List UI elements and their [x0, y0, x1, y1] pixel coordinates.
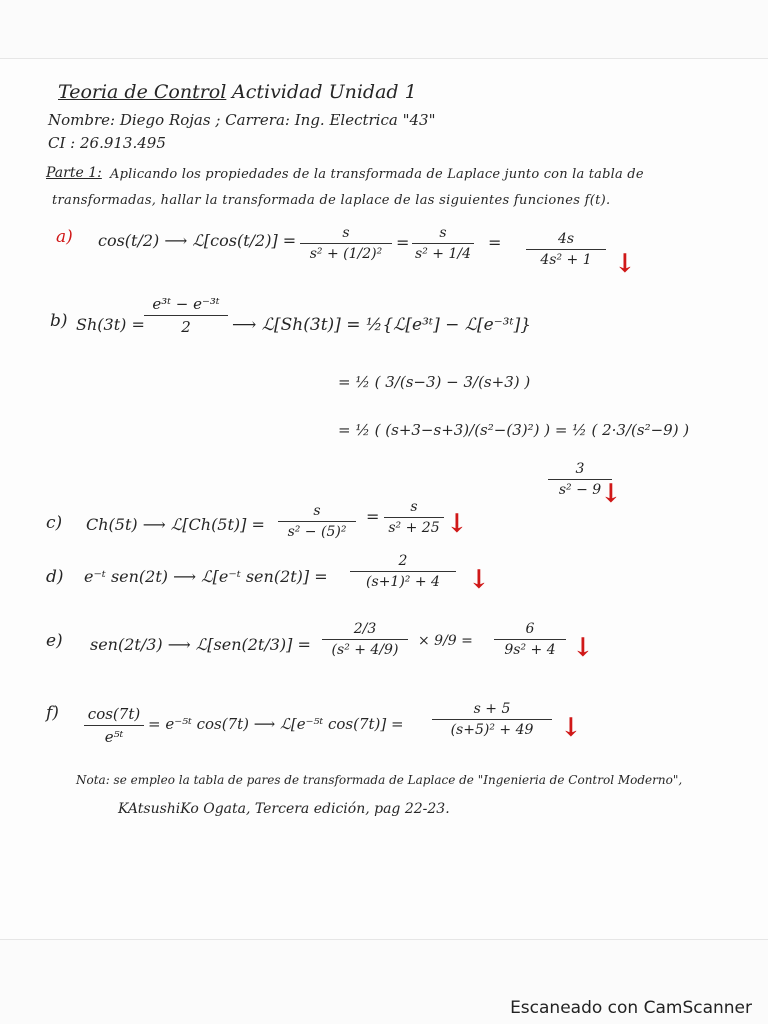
fraction-numerator: s — [342, 225, 350, 241]
fraction-numerator: 2 — [398, 553, 408, 569]
check-mark-icon: ↓ — [600, 479, 622, 509]
check-mark-icon: ↓ — [614, 249, 636, 279]
problem-f-label: f) — [46, 703, 59, 723]
problem-b-step-2: = ½ ( 3/(s−3) − 3/(s+3) ) — [338, 373, 531, 391]
fraction-denominator: 4s² + 1 — [540, 252, 592, 268]
intro-line-1: Aplicando los propiedades de la transformada de Laplace junto con la tabla de — [110, 167, 644, 182]
note-line-2: KAtsushiKo Ogata, Tercera edición, pag 22-23. — [118, 801, 450, 817]
problem-a-label: a) — [56, 227, 73, 247]
fraction-denominator: s² + 25 — [388, 520, 440, 536]
fraction-denominator: s² − (5)² — [287, 524, 347, 540]
fraction-numerator: s — [313, 503, 321, 519]
check-mark-icon: ↓ — [468, 565, 490, 595]
problem-e-label: e) — [46, 631, 63, 651]
problem-f-expr: = e⁻⁵ᵗ cos(7t) ⟶ ℒ[e⁻⁵ᵗ cos(7t)] = — [148, 715, 404, 733]
equals-sign: = — [396, 233, 410, 252]
problem-d-result — [350, 553, 456, 590]
equals-sign: = — [488, 233, 502, 252]
problem-a-result — [526, 231, 606, 268]
fraction-denominator: s² − 9 — [558, 482, 602, 498]
fraction-denominator: (s+5)² + 49 — [450, 722, 534, 738]
fraction-numerator: 3 — [575, 461, 585, 477]
document-subtitle: Actividad Unidad 1 — [232, 81, 417, 103]
problem-e-expr: sen(2t/3) ⟶ ℒ[sen(2t/3)] = — [90, 635, 311, 654]
problem-f-lhs-frac — [84, 705, 144, 746]
problem-e-result — [494, 621, 566, 658]
problem-b-step-3: = ½ ( (s+3−s+3)/(s²−(3)²) ) = ½ ( 2·3/(s²−9) ) — [338, 421, 690, 439]
check-mark-icon: ↓ — [560, 713, 582, 743]
fraction-denominator: s² + 1/4 — [415, 246, 471, 262]
problem-d-expr: e⁻ᵗ sen(2t) ⟶ ℒ[e⁻ᵗ sen(2t)] = — [84, 567, 328, 586]
intro-line-2: transformadas, hallar la transformada de laplace de las siguientes funciones f(t). — [52, 193, 611, 208]
camscanner-watermark: Escaneado con CamScanner — [510, 998, 752, 1018]
problem-e-frac-1 — [322, 621, 408, 658]
fraction-denominator: 9s² + 4 — [504, 642, 556, 658]
equals-sign: = — [366, 507, 380, 526]
problem-e-multiply: × 9/9 = — [418, 633, 473, 649]
fraction-denominator: s² + (1/2)² — [309, 246, 383, 262]
fraction-numerator: 4s — [557, 231, 575, 247]
part-label: Parte 1: — [46, 165, 102, 181]
problem-a-frac-1 — [300, 225, 392, 262]
problem-c-expr: Ch(5t) ⟶ ℒ[Ch(5t)] = — [86, 515, 265, 534]
problem-a-frac-2 — [412, 225, 474, 262]
fraction-denominator: 2 — [181, 318, 191, 336]
fraction-denominator: (s+1)² + 4 — [366, 574, 440, 590]
fraction-denominator: e⁵ᵗ — [104, 728, 124, 746]
name-line: Nombre: Diego Rojas ; Carrera: Ing. Electrica "43" — [48, 111, 436, 129]
fraction-numerator: 2/3 — [353, 621, 377, 637]
fraction-numerator: cos(7t) — [87, 705, 141, 723]
ci-line: CI : 26.913.495 — [48, 134, 166, 152]
problem-b-exp-frac — [144, 295, 228, 336]
fraction-numerator: s — [410, 499, 418, 515]
fraction-numerator: 6 — [525, 621, 535, 637]
problem-b-expr: Sh(3t) = — [76, 315, 145, 334]
problem-f-result — [432, 701, 552, 738]
fraction-numerator: s + 5 — [473, 701, 511, 717]
problem-c-result — [384, 499, 444, 536]
fraction-numerator: e³ᵗ − e⁻³ᵗ — [152, 295, 220, 313]
scanned-page — [0, 58, 768, 940]
fraction-numerator: s — [439, 225, 447, 241]
problem-a-expr: cos(t/2) ⟶ ℒ[cos(t/2)] = — [98, 231, 297, 250]
problem-b-label: b) — [50, 311, 68, 331]
note-line-1: Nota: se empleo la tabla de pares de transformada de Laplace de "Ingenieria de Control Moderno", — [76, 773, 683, 787]
check-mark-icon: ↓ — [572, 633, 594, 663]
problem-c-frac-1 — [278, 503, 356, 540]
problem-b-transform: ⟶ ℒ[Sh(3t)] = ½{ℒ[e³ᵗ] − ℒ[e⁻³ᵗ]} — [232, 315, 532, 335]
problem-d-label: d) — [46, 567, 64, 587]
check-mark-icon: ↓ — [446, 509, 468, 539]
fraction-denominator: (s² + 4/9) — [331, 642, 399, 658]
document-title: Teoria de Control — [58, 81, 227, 103]
problem-c-label: c) — [46, 513, 63, 533]
